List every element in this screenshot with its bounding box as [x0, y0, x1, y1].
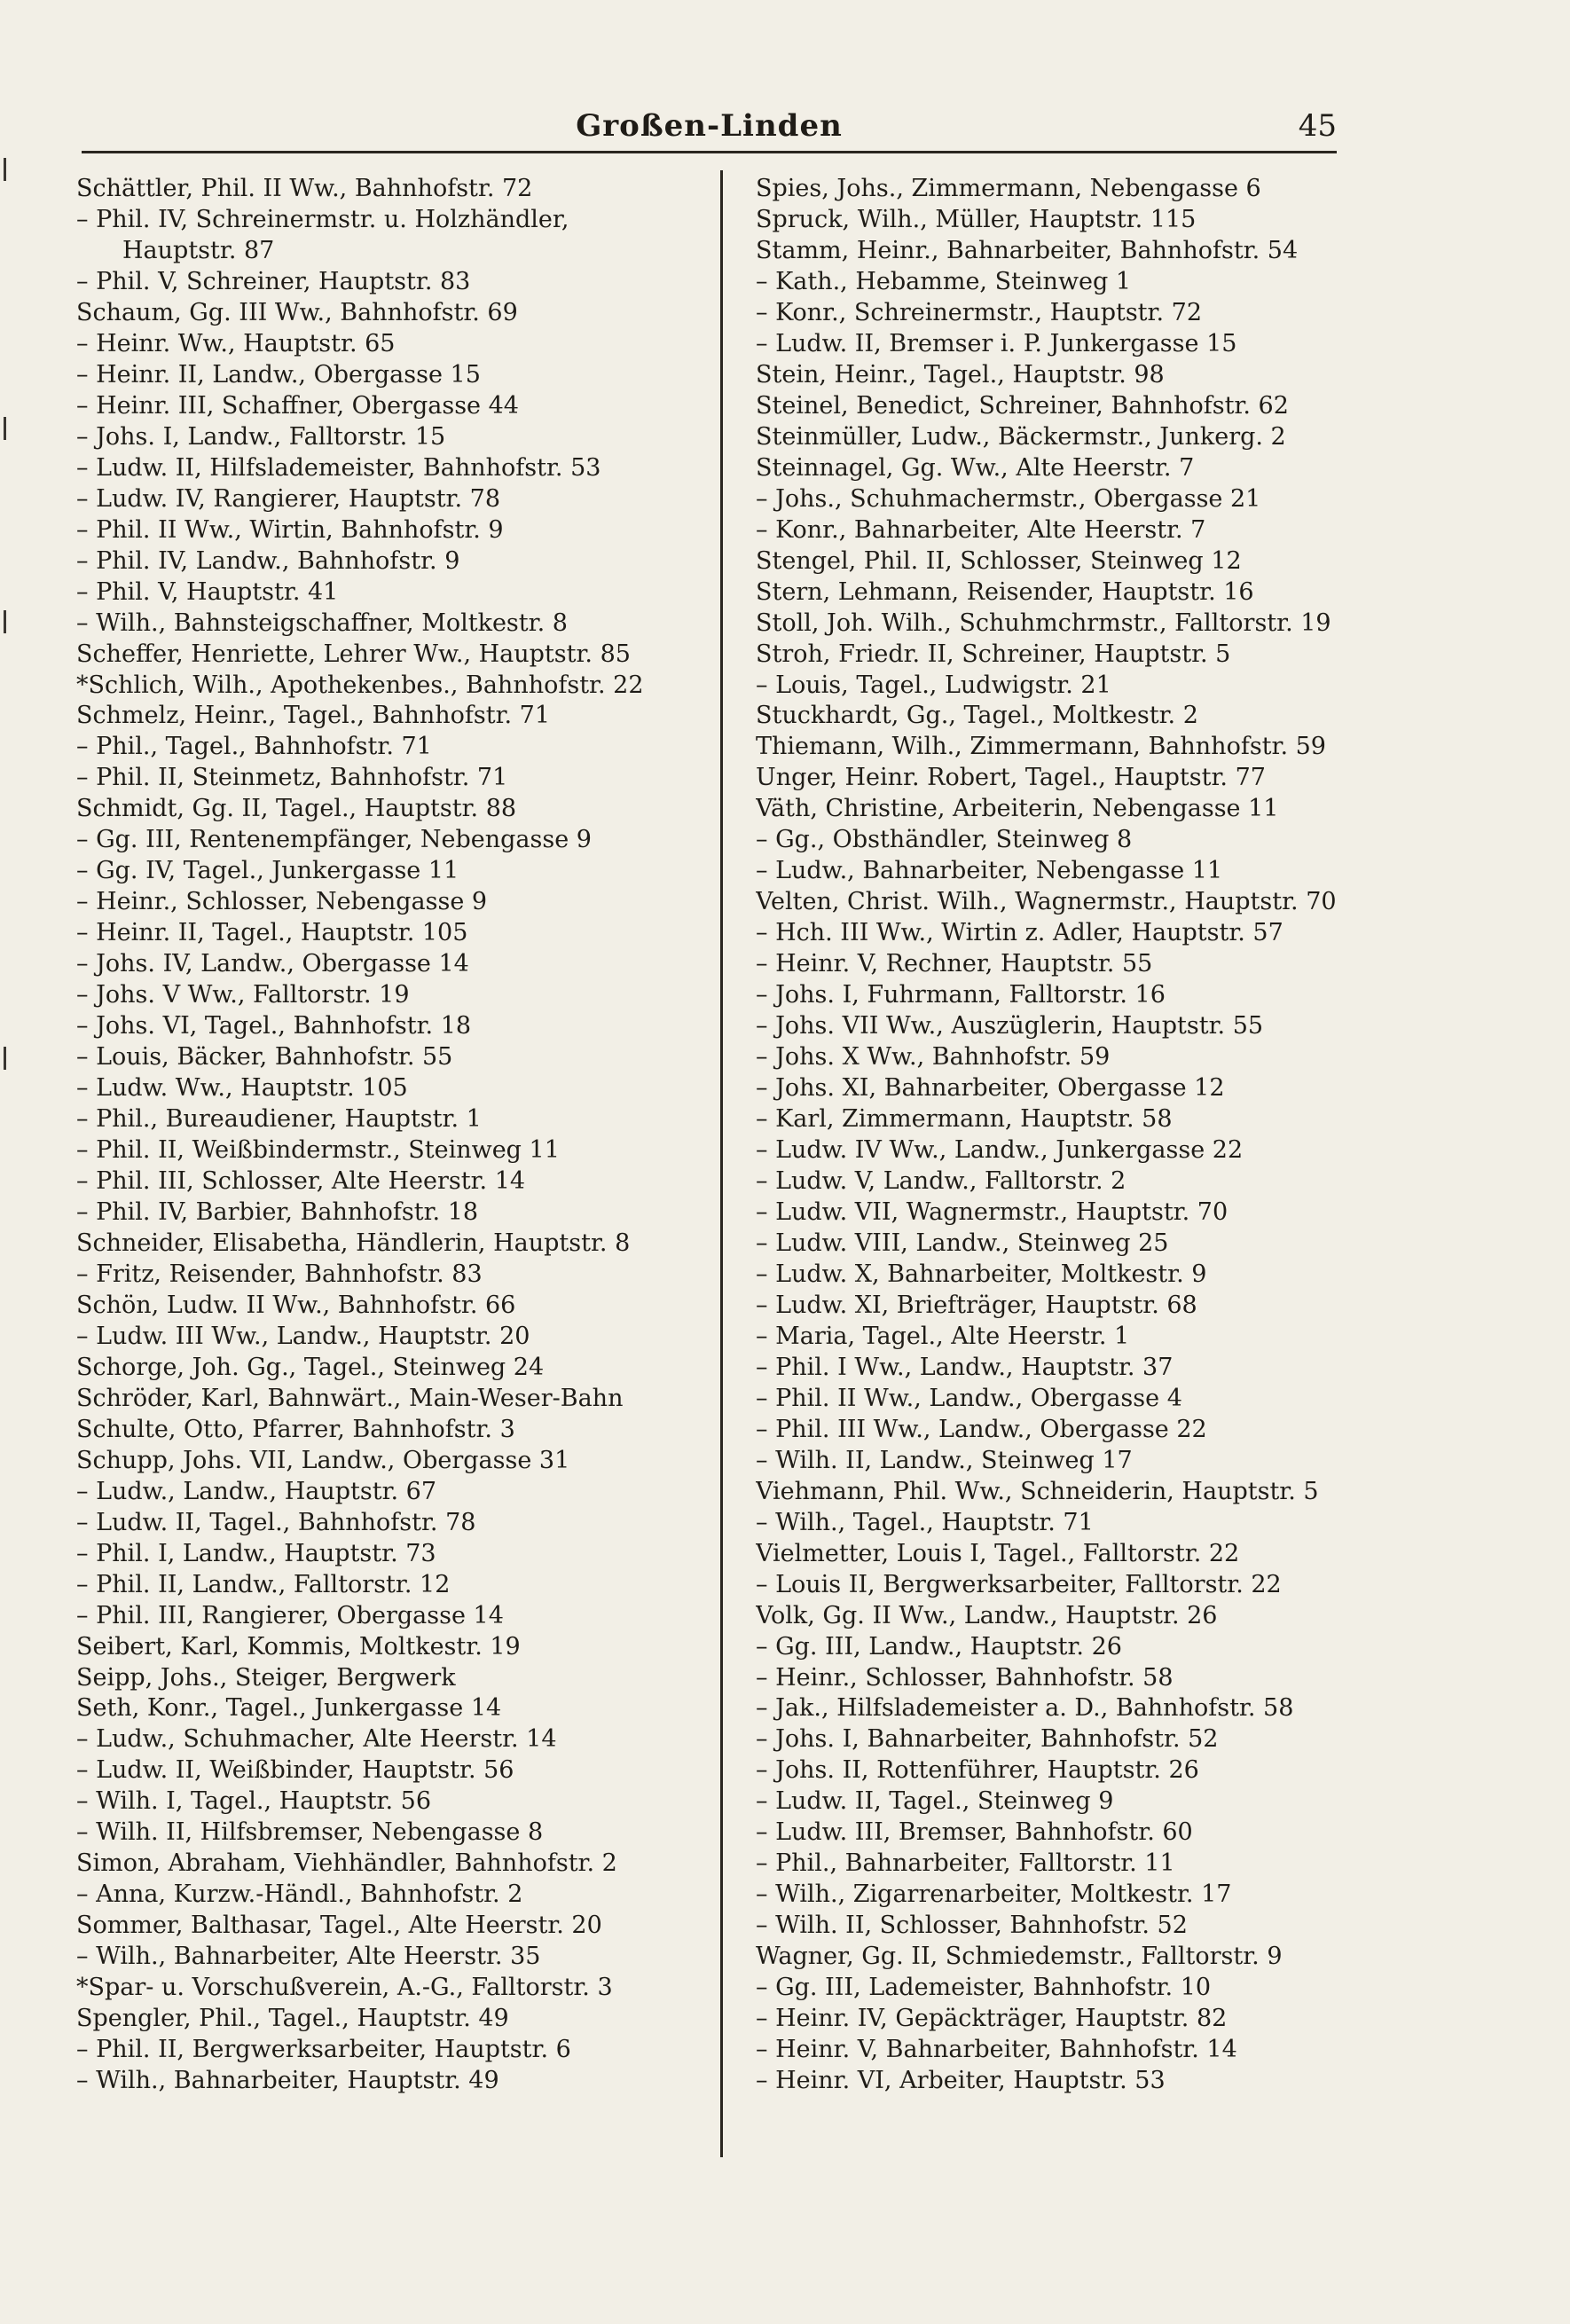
directory-entry: – Phil. II Ww., Landw., Obergasse 4	[756, 1384, 1182, 1412]
directory-entry: – Phil. IV, Barbier, Bahnhofstr. 18	[76, 1197, 479, 1226]
directory-entry: – Konr., Schreinermstr., Hauptstr. 72	[756, 298, 1202, 326]
directory-entry: – Fritz, Reisender, Bahnhofstr. 83	[76, 1260, 483, 1288]
directory-entry: Thiemann, Wilh., Zimmermann, Bahnhofstr. 59	[756, 733, 1326, 761]
directory-entry: – Kath., Hebamme, Steinweg 1	[756, 267, 1132, 295]
directory-entry: – Wilh., Bahnsteigschaffner, Moltkestr. 8	[76, 608, 568, 637]
directory-entry: *Schlich, Wilh., Apothekenbes., Bahnhofstr. 22	[76, 671, 644, 699]
directory-entry: – Johs. II, Rottenführer, Hauptstr. 26	[756, 1756, 1199, 1785]
directory-entry: Stengel, Phil. II, Schlosser, Steinweg 12	[756, 546, 1242, 575]
directory-entry: – Phil. III, Schlosser, Alte Heerstr. 14	[76, 1167, 526, 1195]
page-header	[82, 105, 1337, 154]
directory-entry: Spengler, Phil., Tagel., Hauptstr. 49	[76, 2005, 509, 2033]
directory-entry: – Anna, Kurzw.-Händl., Bahnhofstr. 2	[76, 1880, 523, 1909]
directory-entry: – Wilh., Zigarrenarbeiter, Moltkestr. 17	[756, 1880, 1232, 1909]
directory-entry: – Phil., Tagel., Bahnhofstr. 71	[76, 733, 432, 761]
directory-entry: – Phil. II, Weißbindermstr., Steinweg 11	[76, 1136, 560, 1165]
directory-entry: – Phil., Bureaudiener, Hauptstr. 1	[76, 1105, 482, 1134]
directory-entry: Väth, Christine, Arbeiterin, Nebengasse 11	[756, 795, 1279, 823]
directory-entry: Scheffer, Henriette, Lehrer Ww., Hauptstr. 85	[76, 640, 631, 668]
directory-entry: – Heinr. II, Landw., Obergasse 15	[76, 360, 481, 389]
directory-entry: – Johs. VI, Tagel., Bahnhofstr. 18	[76, 1012, 472, 1040]
directory-entry: – Johs. X Ww., Bahnhofstr. 59	[756, 1043, 1111, 1072]
directory-entry: – Phil. I, Landw., Hauptstr. 73	[76, 1539, 436, 1567]
directory-entry: Stern, Lehmann, Reisender, Hauptstr. 16	[756, 577, 1254, 606]
edge-mark	[4, 158, 6, 181]
page-title: Großen-Linden	[576, 108, 843, 144]
directory-entry: – Johs. IV, Landw., Obergasse 14	[76, 950, 469, 978]
directory-entry: Schaum, Gg. III Ww., Bahnhofstr. 69	[76, 298, 518, 326]
directory-entry: – Gg. III, Rentenempfänger, Nebengasse 9	[76, 826, 592, 854]
directory-entry: – Johs. I, Fuhrmann, Falltorstr. 16	[756, 981, 1166, 1009]
directory-entry: – Ludw. X, Bahnarbeiter, Moltkestr. 9	[756, 1260, 1207, 1288]
directory-entry: – Ludw. V, Landw., Falltorstr. 2	[756, 1167, 1126, 1195]
directory-entry: Stuckhardt, Gg., Tagel., Moltkestr. 2	[756, 702, 1198, 730]
directory-entry: – Heinr. V, Rechner, Hauptstr. 55	[756, 950, 1153, 978]
directory-entry: – Phil. III Ww., Landw., Obergasse 22	[756, 1415, 1207, 1443]
directory-entry: – Gg. IV, Tagel., Junkergasse 11	[76, 857, 459, 885]
page-number: 45	[1298, 108, 1337, 144]
directory-entry: – Ludw. II, Tagel., Steinweg 9	[756, 1787, 1114, 1816]
directory-entry: – Jak., Hilfslademeister a. D., Bahnhofstr. 58	[756, 1694, 1294, 1723]
directory-entry: – Phil. IV, Landw., Bahnhofstr. 9	[76, 546, 460, 575]
directory-entry: – Karl, Zimmermann, Hauptstr. 58	[756, 1105, 1173, 1134]
directory-entry: – Phil., Bahnarbeiter, Falltorstr. 11	[756, 1849, 1175, 1878]
directory-entry: Schupp, Johs. VII, Landw., Obergasse 31	[76, 1446, 570, 1474]
right-column	[756, 174, 1341, 2097]
directory-entry: Seipp, Johs., Steiger, Bergwerk	[76, 1663, 456, 1692]
directory-entry: Schneider, Elisabetha, Händlerin, Hauptstr. 8	[76, 1229, 631, 1257]
directory-entry: Sommer, Balthasar, Tagel., Alte Heerstr. 20	[76, 1912, 602, 1940]
edge-mark	[4, 610, 6, 633]
directory-entry: – Louis, Tagel., Ludwigstr. 21	[756, 671, 1111, 699]
header-rule	[82, 151, 1337, 153]
directory-entry: – Heinr., Schlosser, Nebengasse 9	[76, 888, 488, 916]
directory-entry: – Gg. III, Lademeister, Bahnhofstr. 10	[756, 1974, 1212, 2002]
directory-entry: Viehmann, Phil. Ww., Schneiderin, Hauptstr. 5	[756, 1477, 1319, 1505]
directory-entry: – Phil. II, Landw., Falltorstr. 12	[76, 1570, 451, 1598]
directory-entry: Stamm, Heinr., Bahnarbeiter, Bahnhofstr. 54	[756, 236, 1299, 264]
directory-entry: – Ludw. XI, Briefträger, Hauptstr. 68	[756, 1291, 1197, 1319]
directory-entry: Schön, Ludw. II Ww., Bahnhofstr. 66	[76, 1291, 516, 1319]
directory-entry: – Johs. XI, Bahnarbeiter, Obergasse 12	[756, 1074, 1225, 1103]
directory-entry: – Ludw. IV Ww., Landw., Junkergasse 22	[756, 1136, 1244, 1165]
directory-entry: Steinel, Benedict, Schreiner, Bahnhofstr. 62	[756, 391, 1289, 420]
directory-entry: Seth, Konr., Tagel., Junkergasse 14	[76, 1694, 502, 1723]
directory-entry: – Heinr., Schlosser, Bahnhofstr. 58	[756, 1663, 1174, 1692]
directory-entry: – Heinr. Ww., Hauptstr. 65	[76, 329, 396, 357]
directory-entry: Velten, Christ. Wilh., Wagnermstr., Hauptstr. 70	[756, 888, 1337, 916]
directory-entry: Simon, Abraham, Viehhändler, Bahnhofstr. 2	[76, 1849, 617, 1878]
directory-entry: – Heinr. IV, Gepäckträger, Hauptstr. 82	[756, 2005, 1228, 2033]
directory-entry: – Johs. V Ww., Falltorstr. 19	[76, 981, 410, 1009]
directory-entry: – Ludw. II, Weißbinder, Hauptstr. 56	[76, 1756, 514, 1785]
left-page-edge	[0, 0, 20, 2324]
directory-entry: – Louis, Bäcker, Bahnhofstr. 55	[76, 1043, 453, 1072]
directory-entry: – Wilh. II, Schlosser, Bahnhofstr. 52	[756, 1912, 1188, 1940]
directory-entry: – Ludw. II, Tagel., Bahnhofstr. 78	[76, 1508, 476, 1536]
directory-entry: Stein, Heinr., Tagel., Hauptstr. 98	[756, 360, 1165, 389]
directory-entry: Spies, Johs., Zimmermann, Nebengasse 6	[756, 175, 1261, 202]
edge-mark	[4, 1047, 6, 1070]
directory-entry: – Phil. II Ww., Wirtin, Bahnhofstr. 9	[76, 515, 504, 544]
directory-entry: – Ludw. Ww., Hauptstr. 105	[76, 1074, 408, 1103]
directory-entry: Schättler, Phil. II Ww., Bahnhofstr. 72	[76, 175, 533, 202]
directory-entry: – Heinr. II, Tagel., Hauptstr. 105	[76, 919, 468, 947]
column-divider	[720, 170, 723, 2157]
directory-entry: – Ludw. VIII, Landw., Steinweg 25	[756, 1229, 1169, 1257]
directory-entry: – Louis II, Bergwerksarbeiter, Falltorstr. 22	[756, 1570, 1282, 1598]
directory-entry: – Ludw. VII, Wagnermstr., Hauptstr. 70	[756, 1197, 1229, 1226]
directory-entry: – Johs. I, Landw., Falltorstr. 15	[76, 422, 446, 451]
directory-entry: – Gg., Obsthändler, Steinweg 8	[756, 826, 1133, 854]
directory-entry: – Phil. II, Bergwerksarbeiter, Hauptstr. 6	[76, 2036, 571, 2064]
directory-entry: – Ludw. IV, Rangierer, Hauptstr. 78	[76, 484, 501, 513]
directory-entry: Steinmüller, Ludw., Bäckermstr., Junkerg. 2	[756, 422, 1286, 451]
directory-entry: – Heinr. VI, Arbeiter, Hauptstr. 53	[756, 2067, 1166, 2095]
directory-entry: – Ludw. II, Bremser i. P. Junkergasse 15	[756, 329, 1237, 357]
directory-entry: Seibert, Karl, Kommis, Moltkestr. 19	[76, 1632, 521, 1661]
directory-entry: – Phil. IV, Schreinermstr. u. Holzhändler,	[76, 205, 569, 233]
directory-entry: – Phil. III, Rangierer, Obergasse 14	[76, 1601, 504, 1629]
directory-entry: Schmelz, Heinr., Tagel., Bahnhofstr. 71	[76, 702, 551, 730]
directory-entry: Spruck, Wilh., Müller, Hauptstr. 115	[756, 205, 1197, 233]
directory-entry: – Hch. III Ww., Wirtin z. Adler, Hauptstr. 57	[756, 919, 1283, 947]
left-column	[76, 174, 706, 2097]
directory-entry: – Gg. III, Landw., Hauptstr. 26	[756, 1632, 1122, 1661]
directory-entry: Hauptstr. 87	[122, 236, 275, 264]
directory-entry: – Ludw., Landw., Hauptstr. 67	[76, 1477, 437, 1505]
edge-mark	[4, 417, 6, 440]
directory-entry: Stroh, Friedr. II, Schreiner, Hauptstr. 5	[756, 640, 1231, 668]
directory-entry: – Ludw. II, Hilfslademeister, Bahnhofstr. 53	[76, 453, 601, 482]
directory-entry: – Ludw., Schuhmacher, Alte Heerstr. 14	[76, 1725, 557, 1754]
directory-entry: – Phil. I Ww., Landw., Hauptstr. 37	[756, 1353, 1174, 1381]
directory-entry: – Ludw. III Ww., Landw., Hauptstr. 20	[76, 1322, 530, 1350]
directory-entry: – Wilh. I, Tagel., Hauptstr. 56	[76, 1787, 432, 1816]
directory-entry: – Wilh., Bahnarbeiter, Hauptstr. 49	[76, 2067, 499, 2095]
directory-entry: Schmidt, Gg. II, Tagel., Hauptstr. 88	[76, 795, 517, 823]
directory-entry: – Heinr. V, Bahnarbeiter, Bahnhofstr. 14	[756, 2036, 1237, 2064]
directory-entry: Schulte, Otto, Pfarrer, Bahnhofstr. 3	[76, 1415, 515, 1443]
directory-entry: – Phil. V, Hauptstr. 41	[76, 577, 339, 606]
directory-entry: Wagner, Gg. II, Schmiedemstr., Falltorstr. 9	[756, 1943, 1283, 1971]
directory-entry: Volk, Gg. II Ww., Landw., Hauptstr. 26	[756, 1601, 1218, 1629]
directory-entry: – Heinr. III, Schaffner, Obergasse 44	[76, 391, 519, 420]
directory-entry: Schorge, Joh. Gg., Tagel., Steinweg 24	[76, 1353, 545, 1381]
directory-entry: – Johs. I, Bahnarbeiter, Bahnhofstr. 52	[756, 1725, 1219, 1754]
directory-entry: Schröder, Karl, Bahnwärt., Main-Weser-Bahn	[76, 1384, 624, 1412]
directory-entry: Stoll, Joh. Wilh., Schuhmchrmstr., Falltorstr. 19	[756, 608, 1331, 637]
directory-entry: – Johs., Schuhmachermstr., Obergasse 21	[756, 484, 1261, 513]
directory-entry: *Spar- u. Vorschußverein, A.-G., Falltorstr. 3	[76, 1974, 613, 2002]
directory-entry: – Konr., Bahnarbeiter, Alte Heerstr. 7	[756, 515, 1206, 544]
directory-entry: – Johs. VII Ww., Auszüglerin, Hauptstr. 55	[756, 1012, 1264, 1040]
directory-entry: – Wilh., Tagel., Hauptstr. 71	[756, 1508, 1094, 1536]
directory-entry: – Ludw. III, Bremser, Bahnhofstr. 60	[756, 1818, 1193, 1847]
directory-entry: – Wilh. II, Hilfsbremser, Nebengasse 8	[76, 1818, 544, 1847]
directory-entry: – Wilh., Bahnarbeiter, Alte Heerstr. 35	[76, 1943, 541, 1971]
directory-entry: – Ludw., Bahnarbeiter, Nebengasse 11	[756, 857, 1223, 885]
directory-entry: – Maria, Tagel., Alte Heerstr. 1	[756, 1322, 1130, 1350]
directory-entry: – Phil. II, Steinmetz, Bahnhofstr. 71	[76, 764, 508, 792]
directory-entry: – Phil. V, Schreiner, Hauptstr. 83	[76, 267, 471, 295]
directory-entry: Unger, Heinr. Robert, Tagel., Hauptstr. 77	[756, 764, 1266, 792]
directory-entry: – Wilh. II, Landw., Steinweg 17	[756, 1446, 1133, 1474]
directory-entry: Steinnagel, Gg. Ww., Alte Heerstr. 7	[756, 453, 1195, 482]
directory-entry: Vielmetter, Louis I, Tagel., Falltorstr. 22	[756, 1539, 1240, 1567]
